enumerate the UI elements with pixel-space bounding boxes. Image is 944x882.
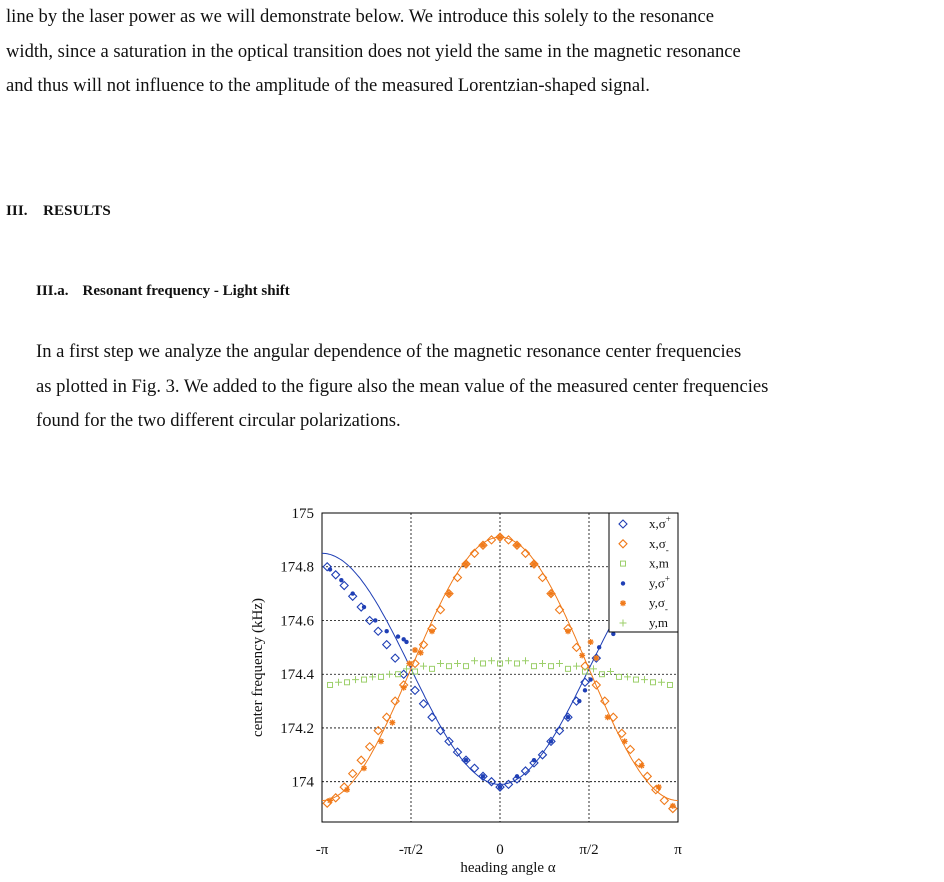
y-tick-label: 174 (291, 774, 314, 791)
section-title: RESULTS (43, 203, 111, 219)
x-tick-label: π/2 (579, 842, 599, 858)
star-marker (429, 628, 435, 634)
data-point (344, 787, 350, 793)
text-line: In a first step we analyze the angular dependence of the magnetic resonance center frequencies (36, 341, 742, 362)
star-marker (588, 639, 594, 645)
text-line: found for the two different circular polarizations. (36, 410, 401, 431)
data-point (656, 784, 662, 790)
star-marker (531, 561, 537, 567)
dot-marker (597, 645, 601, 649)
star-marker (446, 591, 452, 597)
star-marker (514, 542, 520, 548)
dot-marker (339, 578, 343, 582)
data-point (549, 739, 553, 743)
data-point (515, 774, 519, 778)
data-point (531, 561, 537, 567)
star-marker (670, 803, 676, 809)
dot-marker (350, 591, 354, 595)
data-point (384, 629, 388, 633)
data-point (418, 650, 424, 656)
section-number: III. (6, 203, 28, 219)
dot-marker (481, 774, 485, 778)
star-marker (361, 765, 367, 771)
star-marker (565, 628, 571, 634)
data-point (497, 534, 503, 540)
data-point (362, 605, 366, 609)
star-marker (497, 534, 503, 540)
data-point (605, 714, 611, 720)
dot-marker (566, 715, 570, 719)
data-point (583, 688, 587, 692)
data-point (327, 798, 333, 804)
star-marker (344, 787, 350, 793)
y-tick-label: 174.4 (280, 667, 314, 684)
star-marker (622, 738, 628, 744)
data-point (565, 628, 571, 634)
data-point (593, 655, 599, 661)
star-marker (327, 798, 333, 804)
legend-entry-label: $y,\sigma_-$ (649, 595, 668, 615)
star-marker (593, 655, 599, 661)
text-line: and thus will not influence to the amplitude of the measured Lorentzian-shaped signal. (6, 75, 650, 96)
text-line: width, since a saturation in the optical transition does not yield the same in the magnetic resonance (6, 40, 741, 62)
star-marker (548, 591, 554, 597)
dot-marker (498, 785, 502, 789)
x-tick-label: 0 (496, 842, 504, 858)
star-marker (605, 714, 611, 720)
data-point (566, 715, 570, 719)
dot-marker (384, 629, 388, 633)
data-point (412, 647, 418, 653)
y-tick-label: 174.8 (280, 559, 314, 576)
data-point (579, 652, 585, 658)
data-point (532, 758, 536, 762)
legend-entry-label: y,m (649, 615, 669, 630)
star-marker (418, 650, 424, 656)
data-point (361, 765, 367, 771)
data-point (588, 677, 592, 681)
star-marker (401, 685, 407, 691)
legend-entry-label: $x,\sigma_-$ (649, 535, 669, 555)
y-tick-label: 175 (291, 506, 314, 522)
dot-marker (464, 758, 468, 762)
dot-marker (583, 688, 587, 692)
data-point (378, 738, 384, 744)
subsection-number: III.a. (36, 283, 69, 299)
data-point (464, 758, 468, 762)
data-point (498, 785, 502, 789)
data-point (446, 591, 452, 597)
data-point (620, 600, 626, 606)
star-marker (406, 660, 412, 666)
data-point (597, 645, 601, 649)
dot-marker (404, 640, 408, 644)
data-point (463, 561, 469, 567)
data-point (480, 542, 486, 548)
star-marker (412, 647, 418, 653)
star-marker (656, 784, 662, 790)
data-point (373, 618, 377, 622)
star-marker (579, 652, 585, 658)
subsection-title: Resonant frequency - Light shift (82, 283, 290, 299)
star-marker (378, 738, 384, 744)
star-marker (639, 763, 645, 769)
data-point (401, 685, 407, 691)
data-point (389, 720, 395, 726)
dot-marker (328, 567, 332, 571)
x-tick-label: π (674, 842, 682, 858)
data-point (328, 567, 332, 571)
dot-marker (549, 739, 553, 743)
data-point (670, 803, 676, 809)
x-tick-label: -π (315, 842, 329, 858)
y-axis-label: center frequency (kHz) (250, 597, 266, 738)
data-point (621, 581, 625, 585)
text-line: line by the laser power as we will demonstrate below. We introduce this solely to the resonance (6, 6, 714, 27)
chart-legend (609, 513, 678, 632)
legend-entry-label: x,m (649, 555, 669, 571)
star-marker (480, 542, 486, 548)
y-tick-label: 174.2 (280, 720, 314, 737)
data-point (406, 660, 412, 666)
y-tick-label: 174.6 (280, 613, 314, 630)
dot-marker (577, 699, 581, 703)
star-marker (463, 561, 469, 567)
data-point (404, 640, 408, 644)
dot-marker (588, 677, 592, 681)
x-tick-label: -π/2 (398, 842, 424, 858)
dot-marker (362, 605, 366, 609)
x-axis-label: heading angle α (460, 860, 556, 876)
star-marker (620, 600, 626, 606)
data-point (639, 763, 645, 769)
data-point (622, 738, 628, 744)
data-point (339, 578, 343, 582)
data-point (396, 634, 400, 638)
data-point (514, 542, 520, 548)
data-point (481, 774, 485, 778)
legend-entry-label: x,σ+ (649, 514, 671, 531)
dot-marker (515, 774, 519, 778)
legend-entry-label: y,σ+ (649, 573, 670, 591)
dot-marker (621, 581, 625, 585)
data-point (577, 699, 581, 703)
data-point (350, 591, 354, 595)
data-point (429, 628, 435, 634)
dot-marker (532, 758, 536, 762)
dot-marker (396, 634, 400, 638)
dot-marker (373, 618, 377, 622)
text-line: as plotted in Fig. 3. We added to the figure also the mean value of the measured center frequencies (36, 375, 769, 397)
data-point (588, 639, 594, 645)
data-point (548, 591, 554, 597)
star-marker (389, 720, 395, 726)
